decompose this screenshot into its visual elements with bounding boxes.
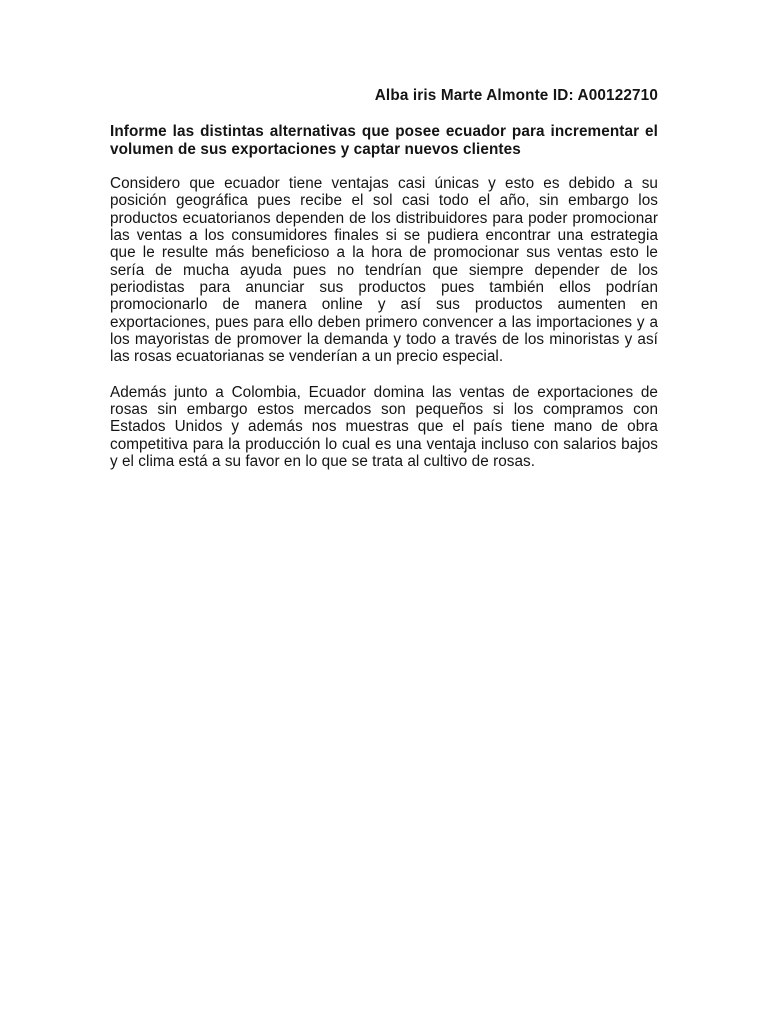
document-body [110, 86, 658, 471]
document-title: Informe las distintas alternativas que posee ecuador para incrementar el volumen de sus exportaciones y captar nuevos clientes [110, 123, 658, 158]
paragraph-2: Además junto a Colombia, Ecuador domina las ventas de exportaciones de rosas sin embargo estos mercados son pequeños si los compramos con Estados Unidos y además nos muestras que el país tiene mano de obra competitiva para la producción lo cual es una ventaja incluso con salarios bajos y el clima está a su favor en lo que se trata al cultivo de rosas. [110, 383, 658, 471]
paragraph-1: Considero que ecuador tiene ventajas casi únicas y esto es debido a su posición geográfica pues recibe el sol casi todo el año, sin embargo los productos ecuatorianos dependen de los distribuidores para poder promocionar las ventas a los consumidores finales si se pudiera encontrar una estrategia que le resulte más beneficioso a la hora de promocionar sus ventas esto le sería de mucha ayuda pues no tendrían que siempre depender de los periodistas para anunciar sus productos pues también ellos podrían promocionarlo de manera online y así sus productos aumenten en exportaciones, pues para ello deben primero convencer a las importaciones y a los mayoristas de promover la demanda y todo a través de los minoristas y así las rosas ecuatorianas se venderían a un precio especial. [110, 175, 658, 366]
author-id-line: Alba iris Marte Almonte ID: A00122710 [374, 87, 658, 104]
